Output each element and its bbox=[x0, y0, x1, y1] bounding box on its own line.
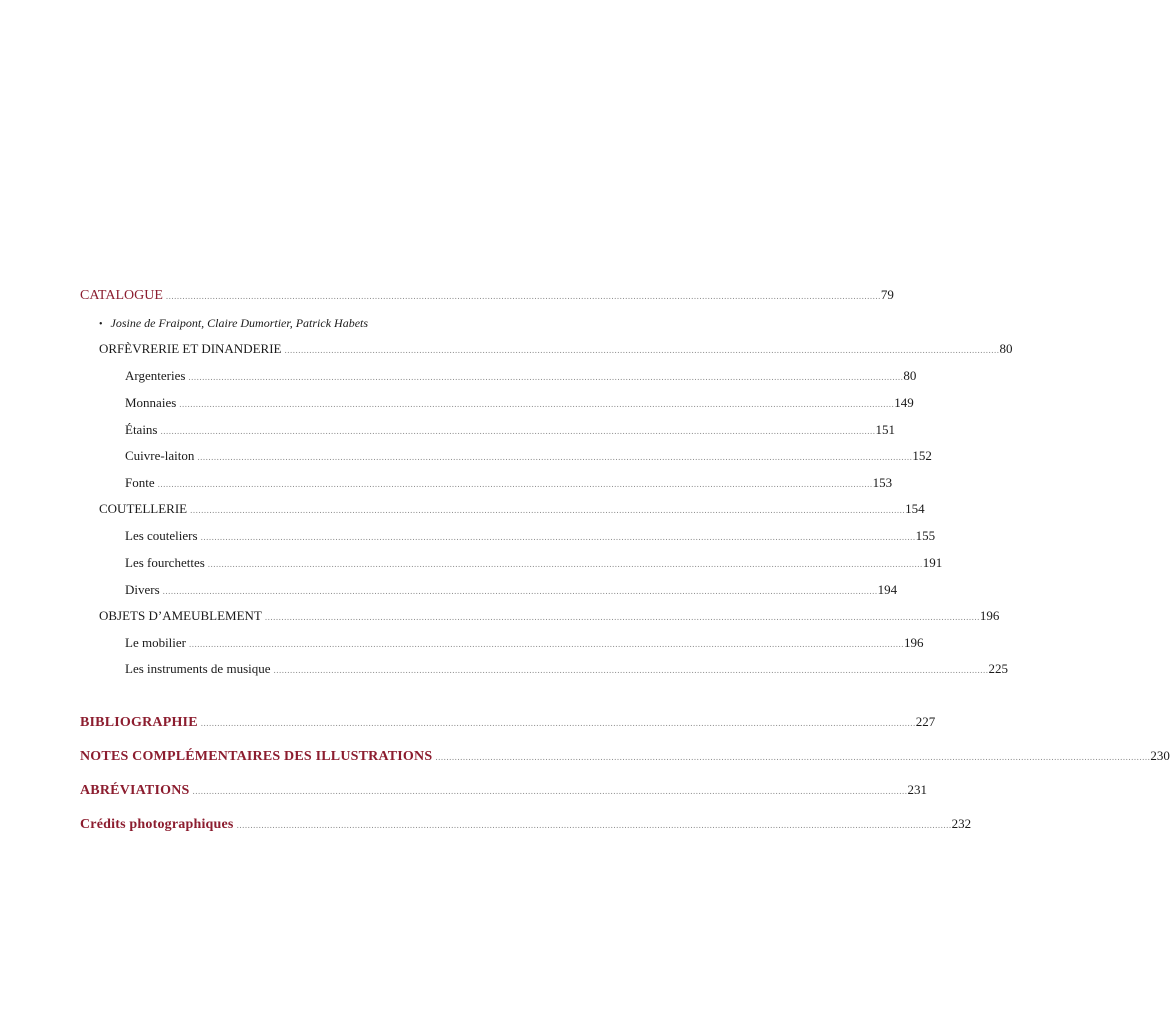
dot-leader: .................................................................................................................................................................................................................................................................... bbox=[179, 399, 895, 409]
toc-page-number: 151 bbox=[875, 422, 895, 437]
toc-title: Cuivre-laiton bbox=[125, 448, 195, 463]
toc-title: NOTES COMPLÉMENTAIRES DES ILLUSTRATIONS bbox=[80, 749, 433, 764]
dot-leader: .................................................................................................................................................................................................................................................................... bbox=[189, 639, 905, 649]
toc-page-number: 196 bbox=[979, 608, 1000, 623]
dot-leader: .................................................................................................................................................................................................................................................................... bbox=[435, 752, 1151, 762]
dot-leader: .................................................................................................................................................................................................................................................................... bbox=[188, 372, 904, 382]
toc-title: Le mobilier bbox=[125, 635, 187, 650]
toc-entry-divers[interactable] bbox=[125, 582, 898, 604]
toc-entry-argenteries[interactable] bbox=[125, 368, 917, 390]
toc-page-number: 153 bbox=[872, 475, 893, 490]
toc-page-number: 194 bbox=[877, 582, 898, 597]
toc-page-number: 149 bbox=[894, 395, 914, 410]
toc-entry-orfevrerie[interactable] bbox=[99, 341, 1013, 363]
toc-title: BIBLIOGRAPHIE bbox=[80, 715, 198, 730]
toc-title: Les fourchettes bbox=[125, 555, 205, 570]
toc-page-number: 154 bbox=[905, 501, 925, 516]
toc-entry-etains[interactable] bbox=[125, 422, 895, 444]
dot-leader: .................................................................................................................................................................................................................................................................... bbox=[200, 718, 916, 728]
dot-leader: .................................................................................................................................................................................................................................................................... bbox=[165, 291, 881, 301]
bullet-icon: • bbox=[99, 319, 103, 330]
toc-entry-credits-photographiques[interactable] bbox=[80, 816, 972, 838]
toc-entry-ameublement[interactable] bbox=[99, 608, 1000, 630]
toc-title: CATALOGUE bbox=[80, 288, 163, 303]
toc-page-number: 80 bbox=[999, 341, 1013, 356]
toc-entry-catalogue[interactable] bbox=[80, 287, 894, 309]
dot-leader: .................................................................................................................................................................................................................................................................... bbox=[162, 586, 878, 596]
dot-leader: .................................................................................................................................................................................................................................................................... bbox=[207, 559, 923, 569]
toc-page-number: 232 bbox=[951, 816, 972, 831]
authors-names: Josine de Fraipont, Claire Dumortier, Patrick Habets bbox=[110, 316, 369, 330]
toc-title: Étains bbox=[125, 422, 158, 437]
toc-page-number: 227 bbox=[915, 714, 936, 729]
toc-page-number: 231 bbox=[907, 782, 927, 797]
toc-entry-bibliographie[interactable] bbox=[80, 714, 936, 736]
dot-leader: .................................................................................................................................................................................................................................................................... bbox=[284, 345, 1000, 355]
toc-entry-instruments-musique[interactable] bbox=[125, 661, 1009, 683]
dot-leader: .................................................................................................................................................................................................................................................................... bbox=[236, 820, 952, 830]
dot-leader: .................................................................................................................................................................................................................................................................... bbox=[197, 452, 913, 462]
toc-page-number: 155 bbox=[915, 528, 936, 543]
dot-leader: .................................................................................................................................................................................................................................................................... bbox=[192, 786, 908, 796]
toc-entry-fonte[interactable] bbox=[125, 475, 893, 497]
authors-line bbox=[99, 316, 368, 331]
toc-page-number: 230 bbox=[1150, 748, 1170, 763]
toc-entry-mobilier[interactable] bbox=[125, 635, 924, 657]
toc-title: Les couteliers bbox=[125, 528, 198, 543]
toc-entry-notes-complementaires[interactable] bbox=[80, 748, 1170, 770]
dot-leader: .................................................................................................................................................................................................................................................................... bbox=[157, 479, 873, 489]
toc-entry-fourchettes[interactable] bbox=[125, 555, 943, 577]
toc-title: Fonte bbox=[125, 475, 155, 490]
toc-title: OBJETS D’AMEUBLEMENT bbox=[99, 608, 262, 623]
toc-title: Divers bbox=[125, 582, 160, 597]
toc-title: Monnaies bbox=[125, 395, 177, 410]
toc-title: ABRÉVIATIONS bbox=[80, 783, 190, 798]
toc-page-number: 225 bbox=[988, 661, 1009, 676]
dot-leader: .................................................................................................................................................................................................................................................................... bbox=[190, 505, 906, 515]
toc-page-number: 191 bbox=[922, 555, 943, 570]
toc-title: COUTELLERIE bbox=[99, 501, 188, 516]
toc-title: ORFÈVRERIE ET DINANDERIE bbox=[99, 341, 282, 356]
toc-entry-abreviations[interactable] bbox=[80, 782, 927, 804]
dot-leader: .................................................................................................................................................................................................................................................................... bbox=[264, 612, 980, 622]
toc-entry-couteliers[interactable] bbox=[125, 528, 936, 550]
toc-entry-coutellerie[interactable] bbox=[99, 501, 925, 523]
dot-leader: .................................................................................................................................................................................................................................................................... bbox=[273, 665, 989, 675]
toc-entry-monnaies[interactable] bbox=[125, 395, 914, 417]
dot-leader: .................................................................................................................................................................................................................................................................... bbox=[200, 532, 916, 542]
toc-page-number: 79 bbox=[880, 287, 894, 302]
toc-page-number: 80 bbox=[903, 368, 917, 383]
toc-title: Crédits photographiques bbox=[80, 817, 234, 832]
toc-entry-cuivre-laiton[interactable] bbox=[125, 448, 932, 470]
dot-leader: .................................................................................................................................................................................................................................................................... bbox=[160, 426, 876, 436]
toc-title: Argenteries bbox=[125, 368, 186, 383]
toc-title: Les instruments de musique bbox=[125, 661, 271, 676]
toc-page-number: 152 bbox=[912, 448, 932, 463]
toc-page-number: 196 bbox=[904, 635, 924, 650]
